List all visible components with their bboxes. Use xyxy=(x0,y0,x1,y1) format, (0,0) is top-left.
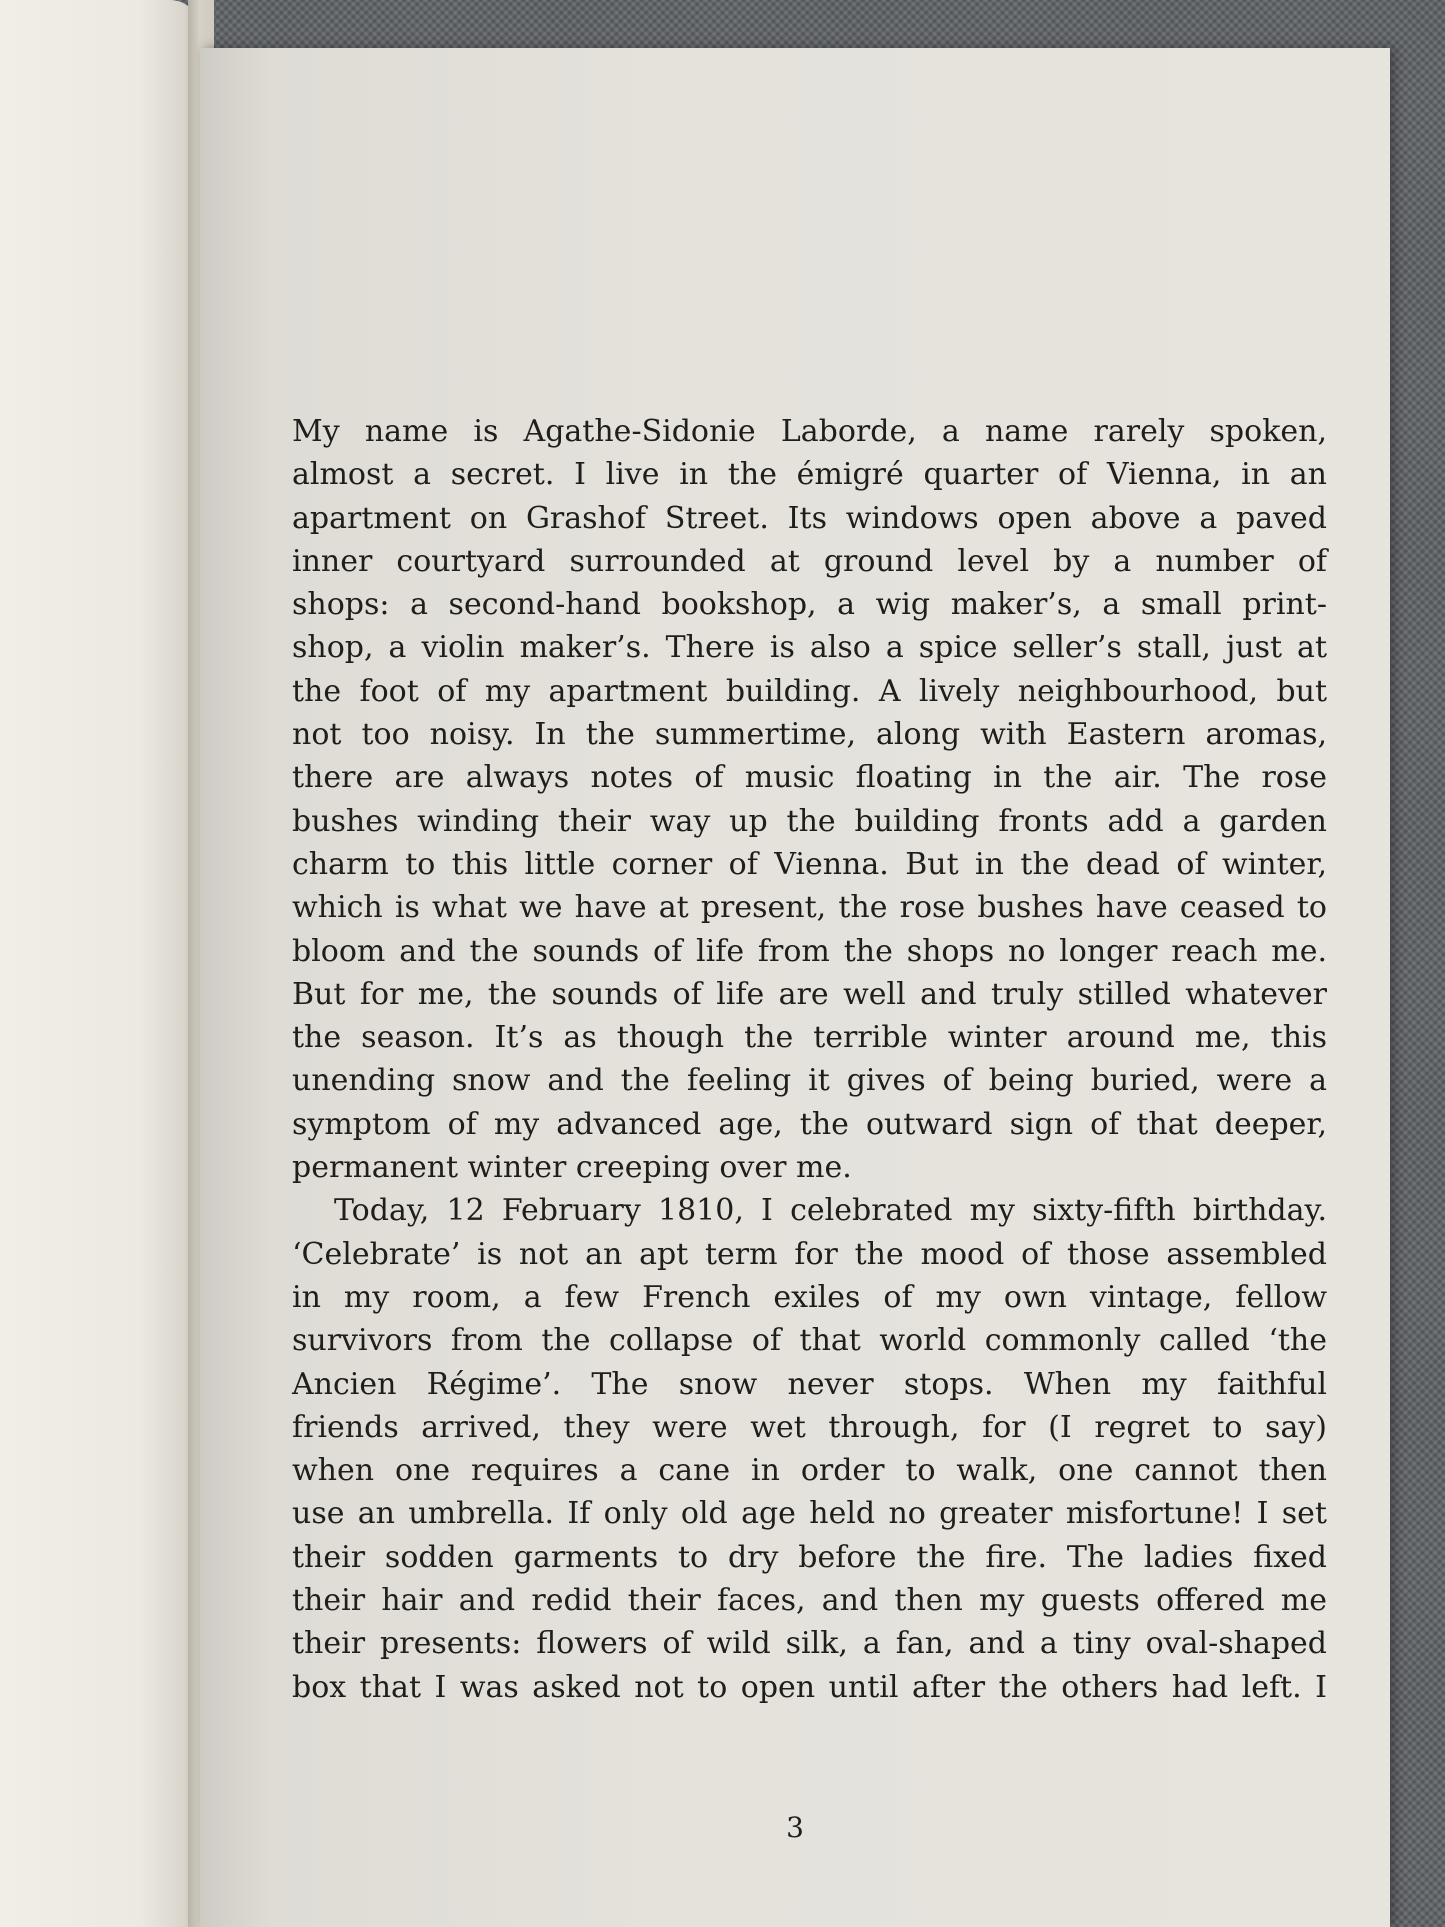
text-line: their hair and redid their faces, and then my guests offered me xyxy=(292,1583,1327,1619)
text-line: use an umbrella. If only old age held no greater misfortune! I set xyxy=(292,1496,1327,1532)
book-page xyxy=(200,48,1390,1927)
text-line: which is what we have at present, the rose bushes have ceased to xyxy=(292,890,1327,926)
text-line: not too noisy. In the summertime, along with Eastern aromas, xyxy=(292,717,1327,753)
facing-page xyxy=(0,0,200,1927)
text-line: bushes winding their way up the building fronts add a garden xyxy=(292,803,1327,839)
text-line: My name is Agathe-Sidonie Laborde, a name rarely spoken, xyxy=(292,414,1327,449)
text-line: shop, a violin maker’s. There is also a spice seller’s stall, just at xyxy=(292,630,1327,666)
text-line: the foot of my apartment building. A lively neighbourhood, but xyxy=(292,673,1327,709)
text-line: But for me, the sounds of life are well and truly stilled whatever xyxy=(292,976,1327,1012)
body-text xyxy=(292,410,1327,1709)
text-line: in my room, a few French exiles of my own vintage, fellow xyxy=(292,1279,1327,1315)
text-line: permanent winter creeping over me. xyxy=(292,1150,852,1186)
text-line: the season. It’s as though the terrible winter around me, this xyxy=(292,1020,1327,1056)
text-line: there are always notes of music floating in the air. The rose xyxy=(292,760,1327,796)
text-line: bloom and the sounds of life from the shops no longer reach me. xyxy=(292,933,1327,969)
text-line: Ancien Régime’. The snow never stops. When my faithful xyxy=(292,1366,1327,1402)
text-line: friends arrived, they were wet through, for (I regret to say) xyxy=(292,1409,1327,1445)
text-line: symptom of my advanced age, the outward sign of that deeper, xyxy=(292,1106,1327,1142)
text-line: shops: a second-hand bookshop, a wig maker’s, a small print- xyxy=(292,587,1327,623)
text-line: survivors from the collapse of that world commonly called ‘the xyxy=(292,1323,1327,1359)
text-line: charm to this little corner of Vienna. But in the dead of winter, xyxy=(292,846,1327,882)
page-number: 3 xyxy=(786,1811,804,1844)
text-line: Today, 12 February 1810, I celebrated my sixty-fifth birthday. xyxy=(334,1193,1327,1229)
text-line: ‘Celebrate’ is not an apt term for the mood of those assembled xyxy=(292,1236,1327,1272)
text-line: their presents: flowers of wild silk, a fan, and a tiny oval-shaped xyxy=(292,1626,1327,1662)
text-line: when one requires a cane in order to walk, one cannot then xyxy=(292,1453,1327,1489)
text-line: almost a secret. I live in the émigré quarter of Vienna, in an xyxy=(292,457,1327,493)
text-line: inner courtyard surrounded at ground level by a number of xyxy=(292,543,1327,579)
text-line: unending snow and the feeling it gives of being buried, were a xyxy=(292,1063,1327,1099)
text-line: box that I was asked not to open until after the others had left. I xyxy=(292,1669,1327,1705)
text-line: their sodden garments to dry before the fire. The ladies fixed xyxy=(292,1539,1327,1575)
text-line: apartment on Grashof Street. Its windows open above a paved xyxy=(292,500,1327,536)
